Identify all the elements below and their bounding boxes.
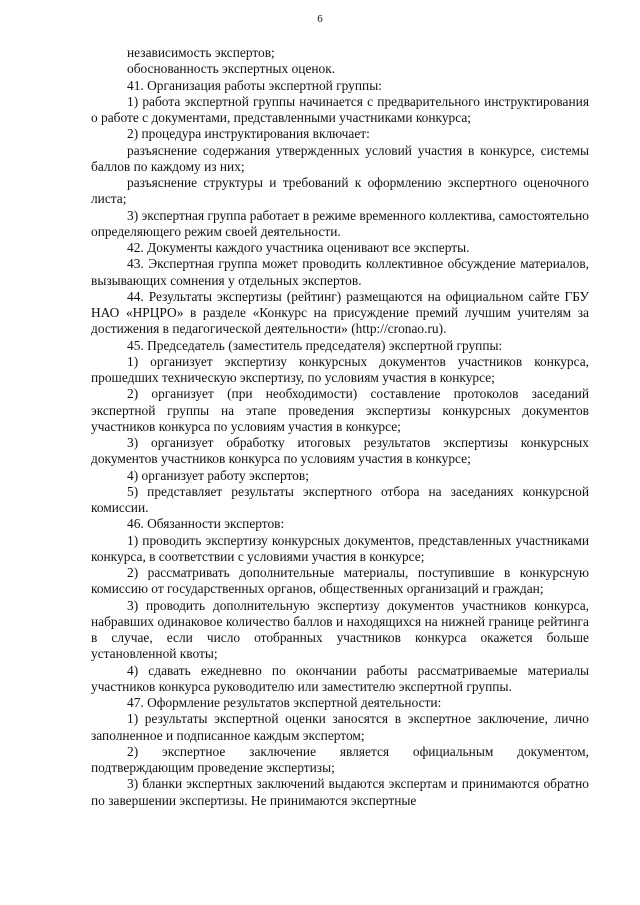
section-41-item-2: 2) процедура инструктирования включает: (127, 126, 370, 142)
section-41-item-3: 3) экспертная группа работает в режиме временного коллектива, самостоятельно определяющего режим своей деятельности. (91, 207, 589, 239)
section-45-item-1: 1) организует экспертизу конкурсных документов участников конкурса, прошедших техническую экспертизу, по условиям участия в конкурсе; (91, 353, 589, 385)
section-41-item-2-point-a: разъяснение содержания утвержденных условий участия в конкурсе, системы баллов по каждому из них; (91, 142, 589, 174)
section-46-item-1: 1) проводить экспертизу конкурсных документов, представленных участниками конкурса, в соответствии с условиями участия в конкурсе; (91, 532, 589, 564)
section-45-heading: 45. Председатель (заместитель председателя) экспертной группы: (127, 337, 503, 353)
section-46-item-3: 3) проводить дополнительную экспертизу документов участников конкурса, набравших одинаковое количество баллов и находящихся на нижней границе рейтинга в случае, если число отобранных участников конкурса окажется больше установленной квоты; (91, 597, 589, 662)
section-44: 44. Результаты экспертизы (рейтинг) размещаются на официальном сайте ГБУ НАО «НРЦРО» в разделе «Конкурс на присуждение премий лучшим учителям за достижения в педагогической деятельности» (http://cronao.ru). (91, 288, 589, 337)
section-45-item-5: 5) представляет результаты экспертного отбора на заседаниях конкурсной комиссии. (91, 483, 589, 515)
section-46-item-2: 2) рассматривать дополнительные материалы, поступившие в конкурсную комиссию от государственных органов, общественных организаций и граждан; (91, 565, 589, 597)
section-47-item-2: 2) экспертное заключение является официальным документом, подтверждающим проведение экспертизы; (91, 743, 589, 775)
document-body (91, 45, 589, 809)
section-46-item-4: 4) сдавать ежедневно по окончании работы рассматриваемые материалы участников конкурса руководителю или заместителю экспертной группы. (91, 662, 589, 694)
section-45-item-3: 3) организует обработку итоговых результатов экспертизы конкурсных документов участников конкурса по условиям участия в конкурсе; (91, 435, 589, 467)
section-45-item-4: 4) организует работу экспертов; (127, 467, 309, 483)
section-41-item-2-point-b: разъяснение структуры и требований к оформлению экспертного оценочного листа; (91, 175, 589, 207)
section-42: 42. Документы каждого участника оценивают все эксперты. (127, 240, 470, 255)
section-46-heading: 46. Обязанности экспертов: (127, 516, 285, 532)
section-45-item-2: 2) организует (при необходимости) составление протоколов заседаний экспертной группы на этапе проведения экспертизы конкурсных документов участников конкурса по условиям участия в конкурсе; (91, 386, 589, 434)
section-47-item-3: 3) бланки экспертных заключений выдаются экспертам и принимаются обратно по завершении экспертизы. Не принимаются экспертные (91, 776, 589, 808)
section-41-heading: 41. Организация работы экспертной группы: (127, 77, 382, 93)
section-47-heading: 47. Оформление результатов экспертной деятельности: (127, 695, 442, 710)
paragraph-expert-independence: независимость экспертов; (127, 45, 275, 60)
section-43: 43. Экспертная группа может проводить коллективное обсуждение материалов, вызывающих сомнения у отдельных экспертов. (91, 256, 589, 288)
section-47-item-1: 1) результаты экспертной оценки заносятся в экспертное заключение, лично заполненное и подписанное каждым экспертом; (91, 711, 589, 743)
paragraph-assessment-validity: обоснованность экспертных оценок. (127, 61, 336, 77)
section-41-item-1: 1) работа экспертной группы начинается с предварительного инструктирования о работе с документами, представленными участниками конкурса; (91, 93, 589, 125)
page-number: 6 (317, 13, 323, 25)
